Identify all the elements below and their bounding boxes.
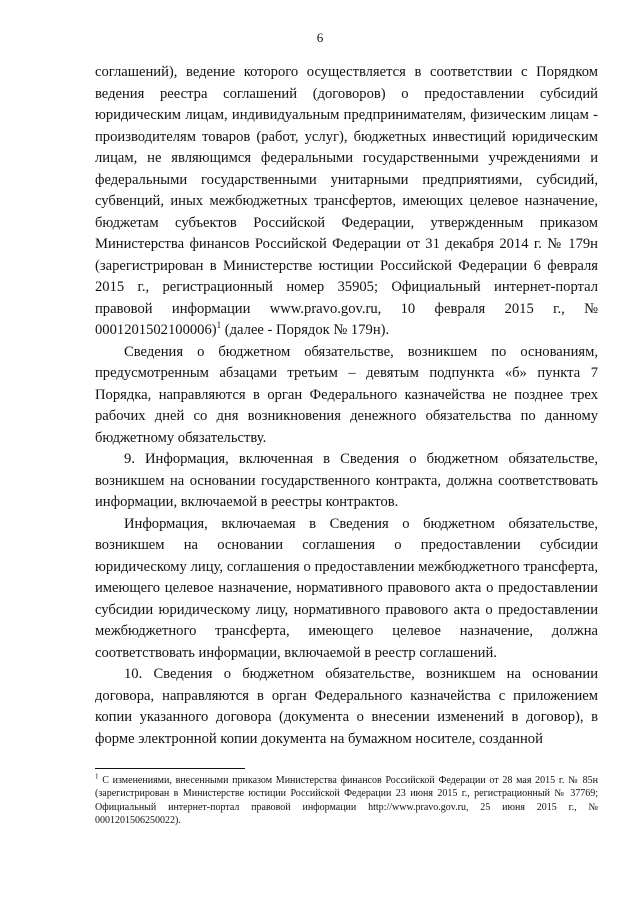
footnote-marker: 1	[95, 772, 99, 781]
paragraph: Информация, включаемая в Сведения о бюджетном обязательстве, возникшем на основании соглашения о предоставлении субсидии юридическому лицу, соглашения о предоставлении межбюджетного трансферта, имеющего целевое назначение, нормативного правового акта о предоставлении субсидии юридическому лицу, нормативного правового акта о предоставлении межбюджетного трансферта, имеющего целевое назначение, должна соответствовать информации, включаемой в реестр соглашений.	[95, 515, 598, 661]
document-body	[95, 62, 598, 750]
paragraph-continuation	[95, 62, 598, 342]
footnote-reference: 1	[216, 320, 222, 331]
footnote-separator	[95, 768, 245, 769]
paragraph-text-tail: (далее - Порядок № 179н).	[221, 322, 390, 338]
paragraph: Сведения о бюджетном обязательстве, возникшем по основаниям, предусмотренным абзацами третьим – девятым подпункта «б» пункта 7 Порядка, направляются в орган Федерального казначейства не позднее трех рабочих дней со дня возникновения денежного обязательства по данному бюджетному обязательству.	[95, 343, 598, 446]
page-number: 6	[316, 30, 324, 45]
paragraph-text: соглашений), ведение которого осуществляется в соответствии с Порядком ведения реестра соглашений (договоров) о предоставлении субсидий юридическим лицам, индивидуальным предпринимателям, физическим лицам - производителям товаров (работ, услуг), бюджетных инвестиций юридическим лицам, не являющимся федеральными государственными учреждениями и федеральными государственными унитарными предприятиями, субсидий, субвенций, иных межбюджетных трансфертов, имеющих целевое назначение, бюджетам субъектов Российской Федерации, утвержденным приказом Министерства финансов Российской Федерации от 31 декабря 2014 г. № 179н (зарегистрирован в Министерстве юстиции Российской Федерации 6 февраля 2015 г., регистрационный номер 35905; Официальный интернет-портал правовой информации www.pravo.gov.ru, 10 февраля 2015 г., № 0001201502100006)	[95, 64, 598, 338]
footnote-text: С изменениями, внесенными приказом Министерства финансов Российской Федерации от 28 мая 2015 г. № 85н (зарегистрирован в Министерстве юстиции Российской Федерации 23 июня 2015 г., регистрационный № 37769; Официальный интернет-портал правовой информации http://www.pravo.gov.ru, 25 июня 2015 г., № 0001201506250022).	[95, 775, 598, 827]
paragraph-10: 10. Сведения о бюджетном обязательстве, возникшем на основании договора, направляются в орган Федерального казначейства с приложением копии указанного договора (документа о внесении изменений в договор), в форме электронной копии документа на бумажном носителе, созданной	[95, 666, 598, 747]
paragraph-9: 9. Информация, включенная в Сведения о бюджетном обязательстве, возникшем на основании государственного контракта, должна соответствовать информации, включаемой в реестры контрактов.	[95, 451, 598, 510]
footnote	[95, 774, 598, 828]
